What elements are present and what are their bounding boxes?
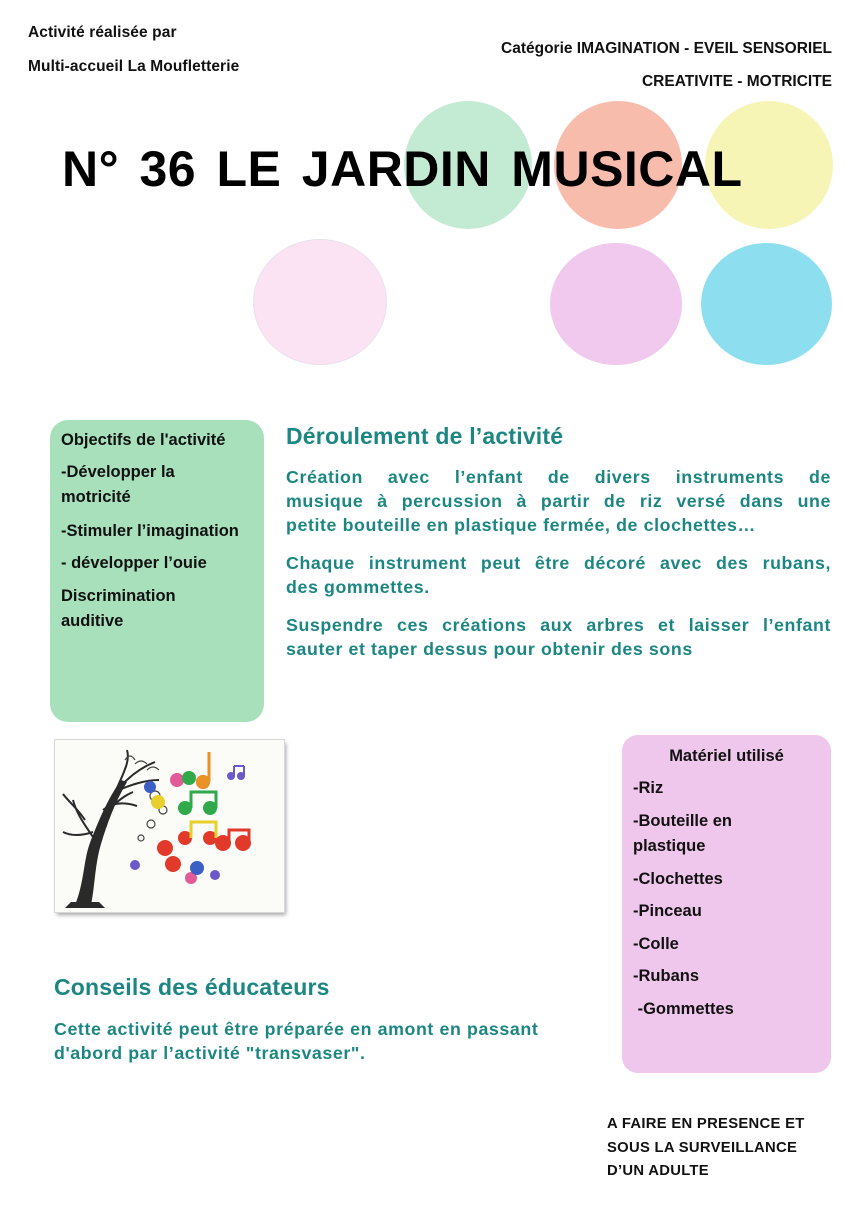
deroulement-paragraph-2 [286,551,831,599]
objective-line: Discrimination [61,587,176,605]
material-item: -Rubans [633,967,699,985]
paragraph-line: petite bouteille en plastique fermée, de clochettes… [286,515,756,535]
material-item: -Bouteille en [633,812,733,830]
warning-line: SOUS LA SURVEILLANCE [607,1139,798,1156]
objectives-box [50,420,264,722]
decor-circle-violet [550,243,682,365]
objective-line: -Développer la [61,463,175,481]
paragraph-line: des gommettes. [286,577,430,597]
paragraph-line: musique à percussion à partir de riz versé dans une [286,491,831,511]
paragraph-line: Suspendre ces créations aux arbres et laisser l’enfant [286,615,831,635]
paragraph-line: d'abord par l’activité "transvaser". [54,1043,366,1063]
conseils-heading: Conseils des éducateurs [54,974,330,1000]
objective-line: auditive [61,612,124,630]
warning-line: D’UN ADULTE [607,1163,709,1179]
materials-heading: Matériel utilisé [669,747,784,765]
paragraph-line: Chaque instrument peut être décoré avec des rubans, [286,553,831,573]
material-item: plastique [633,837,706,855]
paragraph-line: Création avec l’enfant de divers instruments de [286,467,831,487]
objective-line: - développer l’ouie [61,554,207,572]
material-item: -Colle [633,935,679,953]
page-title: N° 36 LE JARDIN MUSICAL [62,141,743,197]
deroulement-paragraph-1 [286,465,831,537]
objectives-heading: Objectifs de l'activité [61,431,226,449]
material-item: -Pinceau [633,902,702,920]
warning-line: A FAIRE EN PRESENCE ET [607,1116,805,1132]
decor-circle-blue [701,243,832,365]
conseils-paragraph [54,1017,599,1065]
deroulement-paragraph-3 [286,613,831,661]
material-item: -Clochettes [633,870,723,888]
activity-photo [55,740,284,912]
objective-line: motricité [61,488,131,506]
org-line-2: Multi-accueil La Moufletterie [28,58,240,75]
material-item: -Gommettes [633,1000,734,1018]
paragraph-line: sauter et taper dessus pour obtenir des sons [286,639,693,659]
org-line-1: Activité réalisée par [28,24,177,41]
paragraph-line: Cette activité peut être préparée en amont en passant [54,1019,539,1039]
objective-line: -Stimuler l’imagination [61,522,239,540]
category-line-1: Catégorie IMAGINATION - EVEIL SENSORIEL [501,40,832,57]
tree-music-notes-icon [55,740,284,912]
decor-circle-light-pink [254,240,386,364]
adult-supervision-warning [607,1113,805,1184]
deroulement-heading: Déroulement de l’activité [286,423,564,449]
materials-box [622,735,831,1073]
category-line-2: CREATIVITE - MOTRICITE [641,73,832,90]
material-item: -Riz [633,779,664,797]
